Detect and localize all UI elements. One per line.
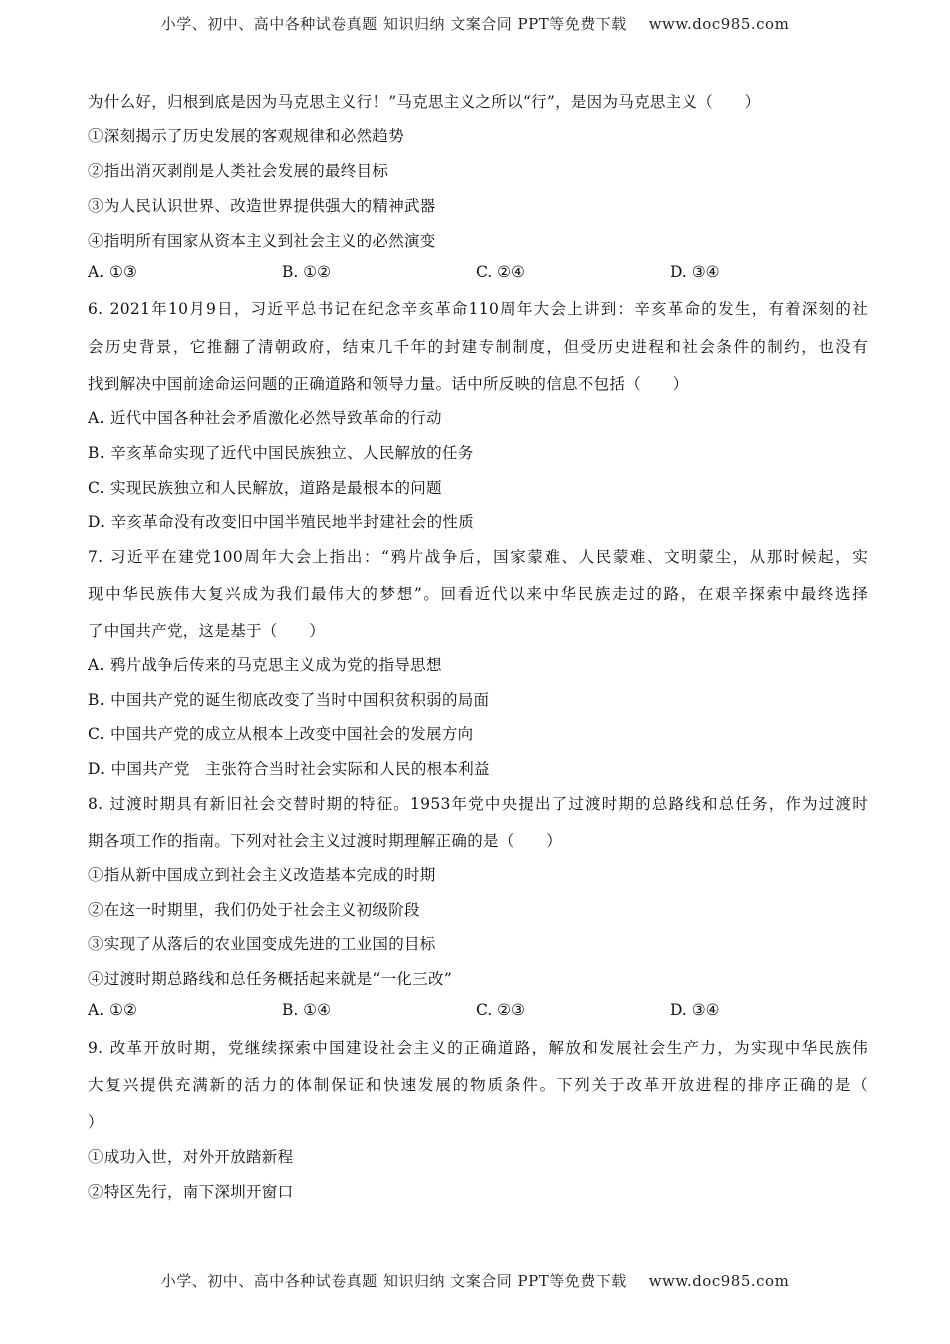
footer-text: 小学、初中、高中各种试卷真题 知识归纳 文案合同 PPT等免费下载 [160, 1272, 627, 1290]
q6-option-d: D. 辛亥革命没有改变旧中国半殖民地半封建社会的性质 [88, 513, 475, 531]
q8-option-a: A. ①② [88, 1001, 137, 1019]
header-text: 小学、初中、高中各种试卷真题 知识归纳 文案合同 PPT等免费下载 [160, 15, 627, 33]
q5-item-4: ④指明所有国家从资本主义到社会主义的必然演变 [88, 232, 436, 250]
footer-url[interactable]: www.doc985.com [648, 1272, 790, 1290]
q9-stem-line-2: 大复兴提供充满新的活力的体制保证和快速发展的物质条件。下列关于改革开放进程的排序正确的是（ [88, 1076, 868, 1094]
q8-stem-line-2: 期各项工作的指南。下列对社会主义过渡时期理解正确的是（ ） [88, 832, 563, 850]
q9-item-1: ①成功入世，对外开放踏新程 [88, 1148, 294, 1166]
q9-stem-line-3: ） [88, 1113, 104, 1131]
page-header [0, 13, 950, 34]
q6-stem-line-1: 6. 2021年10月9日，习近平总书记在纪念辛亥革命110周年大会上讲到：辛亥革命的发生，有着深刻的社 [88, 300, 868, 318]
q5-option-d: D. ③④ [670, 263, 720, 281]
q8-option-d: D. ③④ [670, 1001, 720, 1019]
q5-option-b: B. ①② [282, 263, 332, 281]
q5-option-c: C. ②④ [476, 263, 525, 281]
q5-item-2: ②指出消灭剥削是人类社会发展的最终目标 [88, 162, 389, 180]
q8-option-b: B. ①④ [282, 1001, 332, 1019]
q7-option-d: D. 中国共产党 主张符合当时社会实际和人民的根本利益 [88, 760, 490, 778]
q8-item-3: ③实现了从落后的农业国变成先进的工业国的目标 [88, 935, 436, 953]
header-url[interactable]: www.doc985.com [648, 15, 790, 33]
q9-stem-line-1: 9. 改革开放时期，党继续探索中国建设社会主义的正确道路，解放和发展社会生产力，为实现中华民族伟 [88, 1039, 868, 1057]
q6-option-a: A. 近代中国各种社会矛盾激化必然导致革命的行动 [88, 409, 442, 427]
q8-stem-line-1: 8. 过渡时期具有新旧社会交替时期的特征。1953年党中央提出了过渡时期的总路线和总任务，作为过渡时 [88, 795, 868, 813]
q6-stem-line-2: 会历史背景，它推翻了清朝政府，结束几千年的封建专制制度，但受历史进程和社会条件的制约，也没有 [88, 338, 868, 356]
q7-stem-line-1: 7. 习近平在建党100周年大会上指出：“鸦片战争后，国家蒙难、人民蒙难、文明蒙尘，从那时候起，实 [88, 548, 868, 566]
q6-option-c: C. 实现民族独立和人民解放，道路是最根本的问题 [88, 479, 442, 497]
q7-option-a: A. 鸦片战争后传来的马克思主义成为党的指导思想 [88, 656, 442, 674]
q8-item-2: ②在这一时期里，我们仍处于社会主义初级阶段 [88, 901, 420, 919]
q5-item-3: ③为人民认识世界、改造世界提供强大的精神武器 [88, 197, 436, 215]
q5-item-1: ①深刻揭示了历史发展的客观规律和必然趋势 [88, 127, 405, 145]
q5-stem-tail: 为什么好，归根到底是因为马克思主义行！”马克思主义之所以“行”，是因为马克思主义（ ） [88, 93, 761, 111]
q8-item-4: ④过渡时期总路线和总任务概括起来就是“一化三改” [88, 970, 453, 988]
q5-option-a: A. ①③ [88, 263, 137, 281]
q7-option-b: B. 中国共产党的诞生彻底改变了当时中国积贫积弱的局面 [88, 691, 490, 709]
q6-stem-line-3: 找到解决中国前途命运问题的正确道路和领导力量。话中所反映的信息不包括（ ） [88, 375, 689, 393]
q7-stem-line-2: 现中华民族伟大复兴成为我们最伟大的梦想”。回看近代以来中华民族走过的路，在艰辛探索中最终选择 [88, 585, 868, 603]
q8-item-1: ①指从新中国成立到社会主义改造基本完成的时期 [88, 866, 436, 884]
page-footer [0, 1270, 950, 1291]
q8-option-c: C. ②③ [476, 1001, 525, 1019]
q7-option-c: C. 中国共产党的成立从根本上改变中国社会的发展方向 [88, 725, 474, 743]
q7-stem-line-3: 了中国共产党，这是基于（ ） [88, 622, 326, 640]
q6-option-b: B. 辛亥革命实现了近代中国民族独立、人民解放的任务 [88, 444, 474, 462]
q9-item-2: ②特区先行，南下深圳开窗口 [88, 1183, 294, 1201]
